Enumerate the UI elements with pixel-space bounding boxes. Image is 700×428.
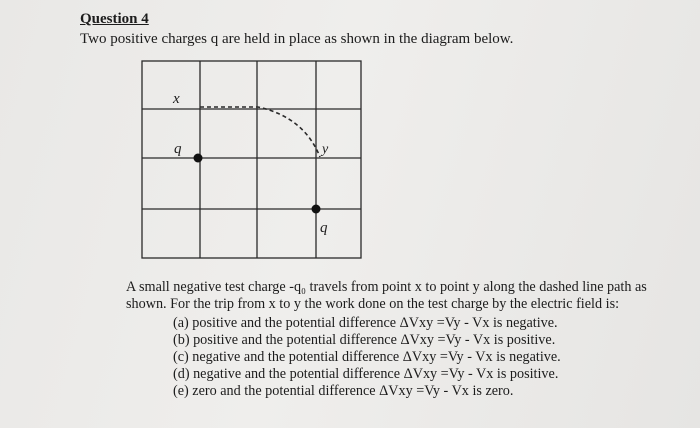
question-stem: A small negative test charge -q₀ travels from point x to point y along the dashed line path as shown. For the trip from x to y the work done on the test charge by the electric field is: [126,279,647,312]
point-x-label: x [173,91,180,107]
dashed-path [200,107,320,157]
charge-label-1: q [174,141,182,157]
question-body [126,279,686,400]
question-title: Question 4 [80,11,149,27]
answer-options [173,315,686,400]
question-intro: Two positive charges q are held in place as shown in the diagram below. [80,31,514,47]
charge-dot-1 [194,154,203,163]
point-y-label: y [322,142,329,157]
option-d[interactable]: (d) negative and the potential difference ΔVxy =Vy - Vx is positive. [173,366,559,382]
option-c[interactable]: (c) negative and the potential difference ΔVxy =Vy - Vx is negative. [173,349,561,365]
charge-dot-2 [312,205,321,214]
option-b[interactable]: (b) positive and the potential difference ΔVxy =Vy - Vx is positive. [173,332,556,348]
option-a[interactable]: (a) positive and the potential difference ΔVxy =Vy - Vx is negative. [173,315,558,331]
option-e[interactable]: (e) zero and the potential difference ΔVxy =Vy - Vx is zero. [173,383,514,399]
charge-label-2: q [320,220,328,236]
